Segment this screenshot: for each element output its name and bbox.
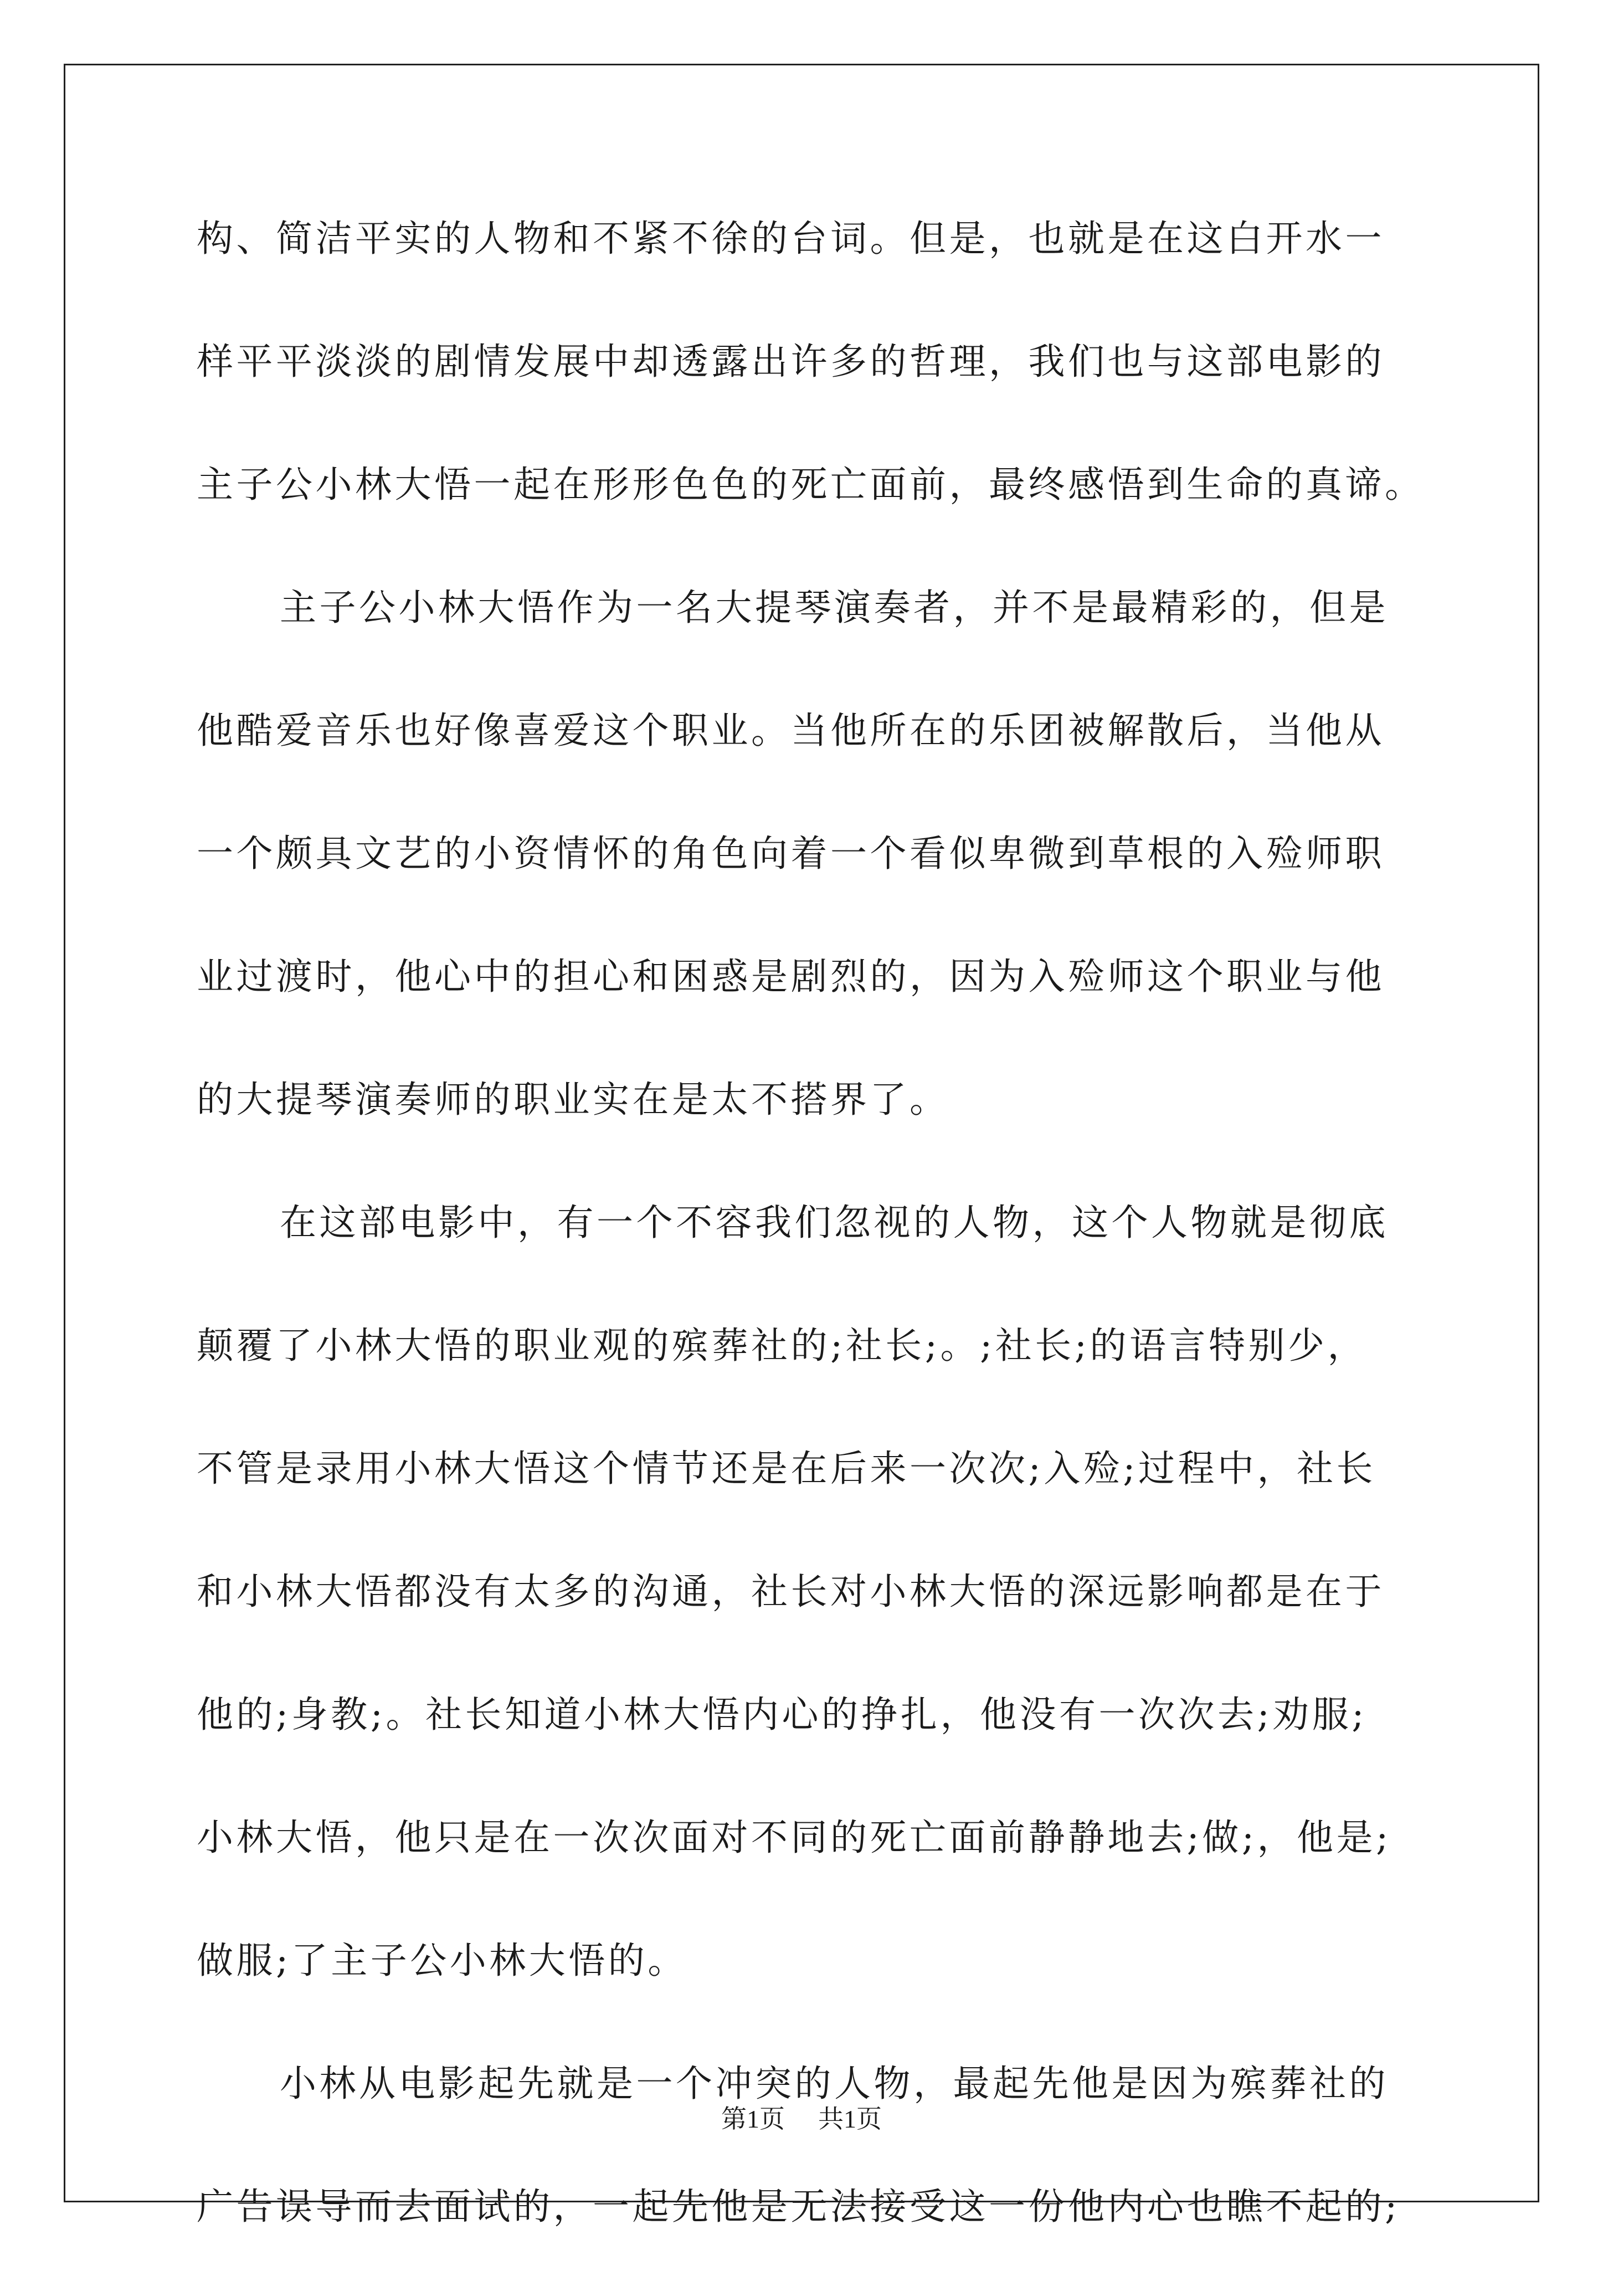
text-line: 一个颇具文艺的小资情怀的角色向着一个看似卑微到草根的入殓师职 xyxy=(197,832,1385,875)
text-line: 样平平淡淡的剧情发展中却透露出许多的哲理，我们也与这部电影的 xyxy=(197,340,1385,383)
page-number-total: 共1页 xyxy=(818,2105,882,2133)
text-line: 颠覆了小林大悟的职业观的殡葬社的;社长;。;社长;的语言特别少， xyxy=(197,1324,1367,1367)
text-line: 他酷爱音乐也好像喜爱这个职业。当他所在的乐团被解散后，当他从 xyxy=(197,709,1385,752)
paragraph-start-line: 小林从电影起先就是一个冲突的人物，最起先他是因为殡葬社的 xyxy=(280,2062,1389,2105)
text-line: 他的;身教;。社长知道小林大悟内心的挣扎，他没有一次次去;劝服; xyxy=(197,1693,1367,1736)
text-line: 不管是录用小林大悟这个情节还是在后来一次次;入殓;过程中，社长 xyxy=(197,1447,1376,1490)
document-body xyxy=(197,205,1425,2296)
text-line: 小林大悟，他只是在一次次面对不同的死亡面前静静地去;做;，他是; xyxy=(197,1816,1391,1859)
paragraph-start-line: 主子公小林大悟作为一名大提琴演奏者，并不是最精彩的，但是 xyxy=(280,586,1389,629)
page-number-current: 第1页 xyxy=(721,2105,785,2133)
page-footer xyxy=(0,2099,1603,2135)
text-line: 的大提琴演奏师的职业实在是太不搭界了。 xyxy=(197,1078,949,1121)
text-line: 做服;了主子公小林大悟的。 xyxy=(197,1939,687,1982)
text-line: 广告误导而去面试的，一起先他是无法接受这一份他内心也瞧不起的; xyxy=(197,2185,1400,2228)
text-line: 构、简洁平实的人物和不紧不徐的台词。但是，也就是在这白开水一 xyxy=(197,217,1385,260)
paragraph-start-line: 在这部电影中，有一个不容我们忽视的人物，这个人物就是彻底 xyxy=(280,1201,1389,1244)
text-line: 业过渡时，他心中的担心和困惑是剧烈的，因为入殓师这个职业与他 xyxy=(197,955,1385,998)
text-line: 主子公小林大悟一起在形形色色的死亡面前，最终感悟到生命的真谛。 xyxy=(197,463,1425,506)
text-line: 和小林大悟都没有太多的沟通，社长对小林大悟的深远影响都是在于 xyxy=(197,1570,1385,1613)
